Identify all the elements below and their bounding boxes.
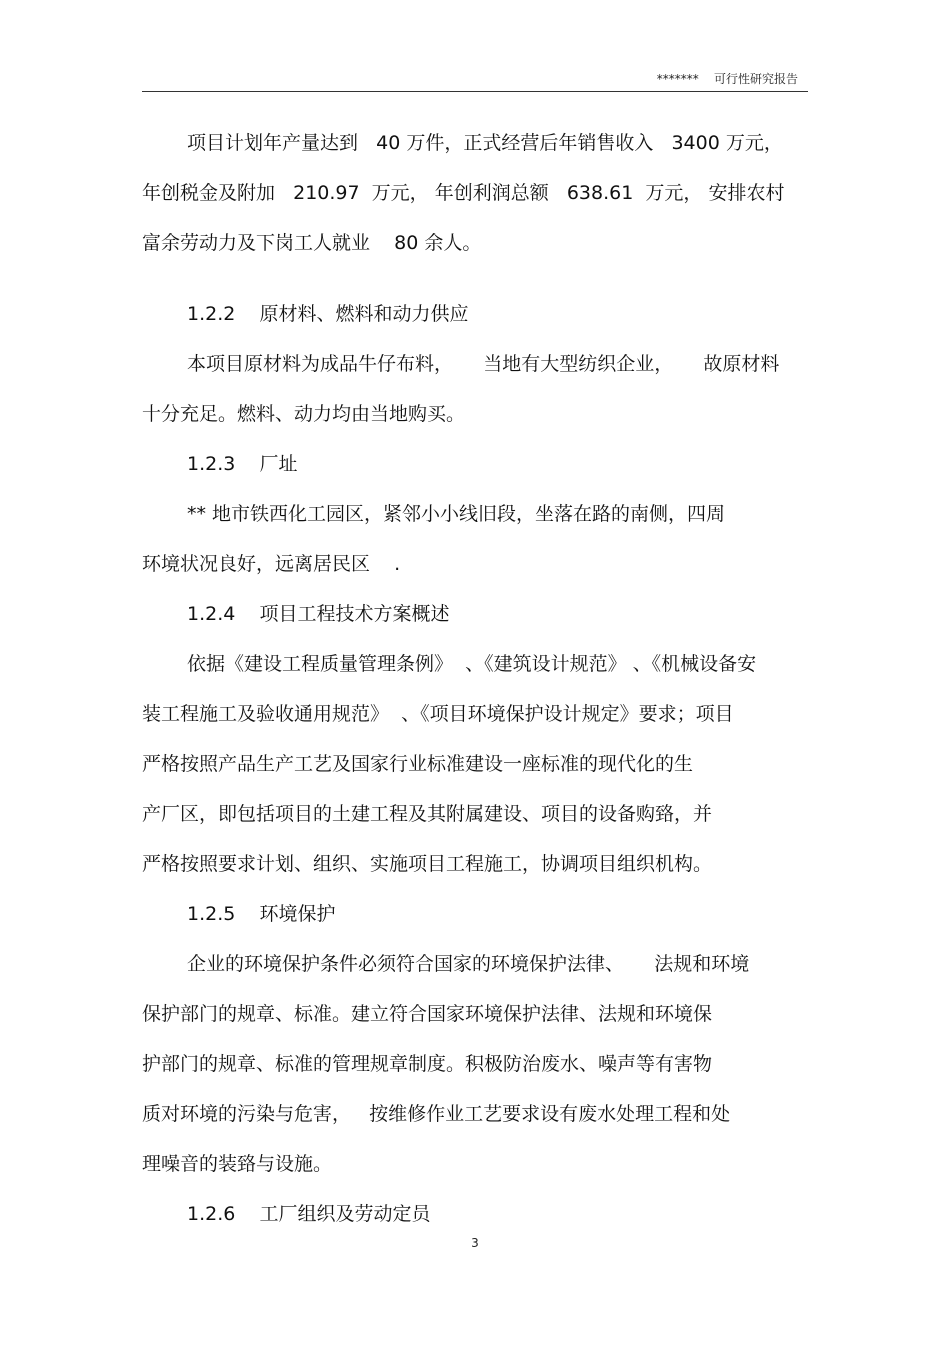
body-text-line: 项目计划年产量达到 40 万件，正式经营后年销售收入 3400 万元， [187,132,783,154]
body-text-line: 质对环境的污染与危害， 按维修作业工艺要求设有废水处理工程和处 [142,1103,731,1125]
body-text-line: 护部门的规章、标准的管理规章制度。积极防治废水、噪声等有害物 [142,1053,713,1075]
section-heading-1-2-6: 1.2.6 工厂组织及劳动定员 [187,1203,431,1225]
section-heading-1-2-2: 1.2.2 原材料、燃料和动力供应 [187,303,469,325]
body-text-line: 严格按照要求计划、组织、实施项目工程施工，协调项目组织机构。 [142,853,713,875]
body-text-line: 理噪音的装臵与设施。 [142,1153,333,1175]
body-text-line: 本项目原材料为成品牛仔布料， 当地有大型纺织企业， 故原材料 [187,353,780,375]
body-text-line: 企业的环境保护条件必须符合国家的环境保护法律、 法规和环境 [187,953,750,975]
header-rule [142,91,808,92]
body-text-line: 严格按照产品生产工艺及国家行业标准建设一座标准的现代化的生 [142,753,694,775]
section-heading-1-2-4: 1.2.4 项目工程技术方案概述 [187,603,450,625]
body-text-line: 环境状况良好，远离居民区 . [142,553,401,575]
section-heading-1-2-5: 1.2.5 环境保护 [187,903,336,925]
body-text-line: 保护部门的规章、标准。建立符合国家环境保护法律、法规和环境保 [142,1003,713,1025]
body-text-line: 十分充足。燃料、动力均由当地购买。 [142,403,466,425]
body-text-line: 依据《建设工程质量管理条例》 、《建筑设计规范》 、《机械设备安 [187,653,757,675]
body-text-line: ** 地市铁西化工园区，紧邻小小线旧段，坐落在路的南侧，四周 [187,503,726,525]
page-header [142,70,808,92]
body-text-line: 富余劳动力及下岗工人就业 80 余人。 [142,232,482,254]
body-text-line: 装工程施工及验收通用规范》 、《项目环境保护设计规定》要求；项目 [142,703,734,725]
header-title: ******* 可行性研究报告 [656,72,798,86]
body-text-line: 年创税金及附加 210.97 万元， 年创利润总额 638.61 万元， 安排农村 [142,182,785,204]
section-heading-1-2-3: 1.2.3 厂址 [187,453,298,475]
body-text-line: 产厂区，即包括项目的土建工程及其附属建设、项目的设备购臵，并 [142,803,713,825]
page-number: 3 [471,1236,479,1250]
